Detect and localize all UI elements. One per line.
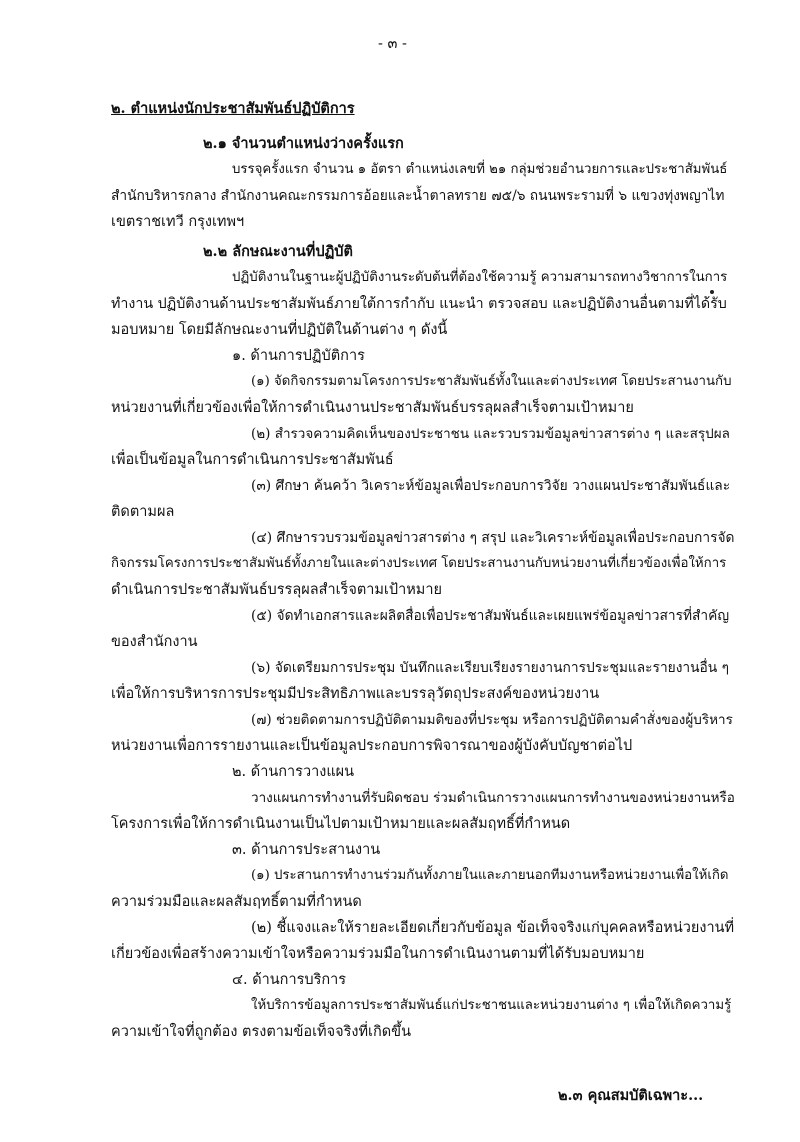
list-item: (๑) ประสานการทำงานร่วมกันทั้งภายในและภายนอกทีมงานหรือหน่วยงานเพื่อให้เกิด <box>251 868 729 883</box>
list-item: เพื่อให้การบริหารการประชุมมีประสิทธิภาพและบรรลุวัตถุประสงค์ของหน่วยงาน <box>111 686 600 702</box>
body-line: มอบหมาย โดยมีลักษณะงานที่ปฏิบัติในด้านต่าง ๆ ดังนี้ <box>111 322 448 338</box>
list-item: เกี่ยวข้องเพื่อสร้างความเข้าใจหรือความร่วมมือในการดำเนินงานตามที่ได้รับมอบหมาย <box>111 946 645 962</box>
body-line: บรรจุครั้งแรก จำนวน ๑ อัตรา ตำแหน่งเลขที่ ๒๑ กลุ่มช่วยอำนวยการและประชาสัมพันธ์ <box>232 162 728 177</box>
list-heading: ๒. ด้านการวางแผน <box>232 764 355 780</box>
list-item: (๒) ชี้แจงและให้รายละเอียดเกี่ยวกับข้อมูล ข้อเท็จจริงแก่บุคคลหรือหน่วยงานที่ <box>251 920 735 936</box>
body-line: เขตราชเทวี กรุงเทพฯ <box>111 214 245 230</box>
body-line: วางแผนการทำงานที่รับผิดชอบ ร่วมดำเนินการวางแผนการทำงานของหน่วยงานหรือ <box>251 790 735 806</box>
list-heading: ๓. ด้านการประสานงาน <box>232 842 381 858</box>
list-item: หน่วยงานเพื่อการรายงานและเป็นข้อมูลประกอบการพิจารณาของผู้บังคับบัญชาต่อไป <box>111 738 633 754</box>
page-number: - ๓ - <box>378 36 407 52</box>
stray-mark <box>710 290 714 294</box>
body-line: ปฏิบัติงานในฐานะผู้ปฏิบัติงานระดับต้นที่ต้องใช้ความรู้ ความสามารถทางวิชาการในการ <box>232 270 728 285</box>
continuation-text: ๒.๓ คุณสมบัติเฉพาะ... <box>558 1087 704 1104</box>
list-heading: ๔. ด้านการบริการ <box>232 972 347 988</box>
list-item: ดำเนินการประชาสัมพันธ์บรรลุผลสำเร็จตามเป้าหมาย <box>111 582 442 598</box>
body-line: ทำงาน ปฏิบัติงานด้านประชาสัมพันธ์ภายใต้การกำกับ แนะนำ ตรวจสอบ และปฏิบัติงานอื่นตามที่ได้รับ <box>111 296 727 312</box>
list-heading: ๑. ด้านการปฏิบัติการ <box>232 348 365 364</box>
subsection-heading: ๒.๑ จำนวนตำแหน่งว่างครั้งแรก <box>203 135 404 152</box>
list-item: (๕) จัดทำเอกสารและผลิตสื่อเพื่อประชาสัมพันธ์และเผยแพร่ข้อมูลข่าวสารที่สำคัญ <box>251 608 730 624</box>
body-line: โครงการเพื่อให้การดำเนินงานเป็นไปตามเป้าหมายและผลสัมฤทธิ์ที่กำหนด <box>111 816 571 832</box>
list-item: (๖) จัดเตรียมการประชุม บันทึกและเรียบเรียงรายงานการประชุมและรายงานอื่น ๆ <box>251 660 729 676</box>
body-line: ความเข้าใจที่ถูกต้อง ตรงตามข้อเท็จจริงที่เกิดขึ้น <box>111 1024 411 1040</box>
section-heading: ๒. ตำแหน่งนักประชาสัมพันธ์ปฏิบัติการ <box>111 100 355 117</box>
list-item: เพื่อเป็นข้อมูลในการดำเนินการประชาสัมพันธ์ <box>111 452 394 468</box>
list-item: หน่วยงานที่เกี่ยวข้องเพื่อให้การดำเนินงานประชาสัมพันธ์บรรลุผลสำเร็จตามเป้าหมาย <box>111 400 634 416</box>
list-item: ติดตามผล <box>111 504 175 520</box>
list-item: (๒) สำรวจความคิดเห็นของประชาชน และรวบรวมข้อมูลข่าวสารต่าง ๆ และสรุปผล <box>251 426 730 442</box>
body-line: สำนักบริหารกลาง สำนักงานคณะกรรมการอ้อยและน้ำตาลทราย ๗๕/๖ ถนนพระรามที่ ๖ แขวงทุ่งพญาไท <box>111 188 725 204</box>
list-item: กิจกรรมโครงการประชาสัมพันธ์ทั้งภายในและต่างประเทศ โดยประสานงานกับหน่วยงานที่เกี่ยวข้องเพื่อให้การ <box>111 556 727 571</box>
subsection-heading: ๒.๒ ลักษณะงานที่ปฏิบัติ <box>203 243 353 260</box>
body-line: ให้บริการข้อมูลการประชาสัมพันธ์แก่ประชาชนและหน่วยงานต่าง ๆ เพื่อให้เกิดความรู้ <box>251 998 732 1013</box>
list-item: ความร่วมมือและผลสัมฤทธิ์ตามที่กำหนด <box>111 894 362 910</box>
list-item: (๔) ศึกษารวบรวมข้อมูลข่าวสารต่าง ๆ สรุป และวิเคราะห์ข้อมูลเพื่อประกอบการจัด <box>251 530 735 546</box>
list-item: (๓) ศึกษา ค้นคว้า วิเคราะห์ข้อมูลเพื่อประกอบการวิจัย วางแผนประชาสัมพันธ์และ <box>251 478 731 494</box>
list-item: (๑) จัดกิจกรรมตามโครงการประชาสัมพันธ์ทั้งในและต่างประเทศ โดยประสานงานกับ <box>251 374 732 389</box>
list-item: (๗) ช่วยติดตามการปฏิบัติตามมติของที่ประชุม หรือการปฏิบัติตามคำสั่งของผู้บริหาร <box>251 712 733 728</box>
list-item: ของสำนักงาน <box>111 634 198 650</box>
